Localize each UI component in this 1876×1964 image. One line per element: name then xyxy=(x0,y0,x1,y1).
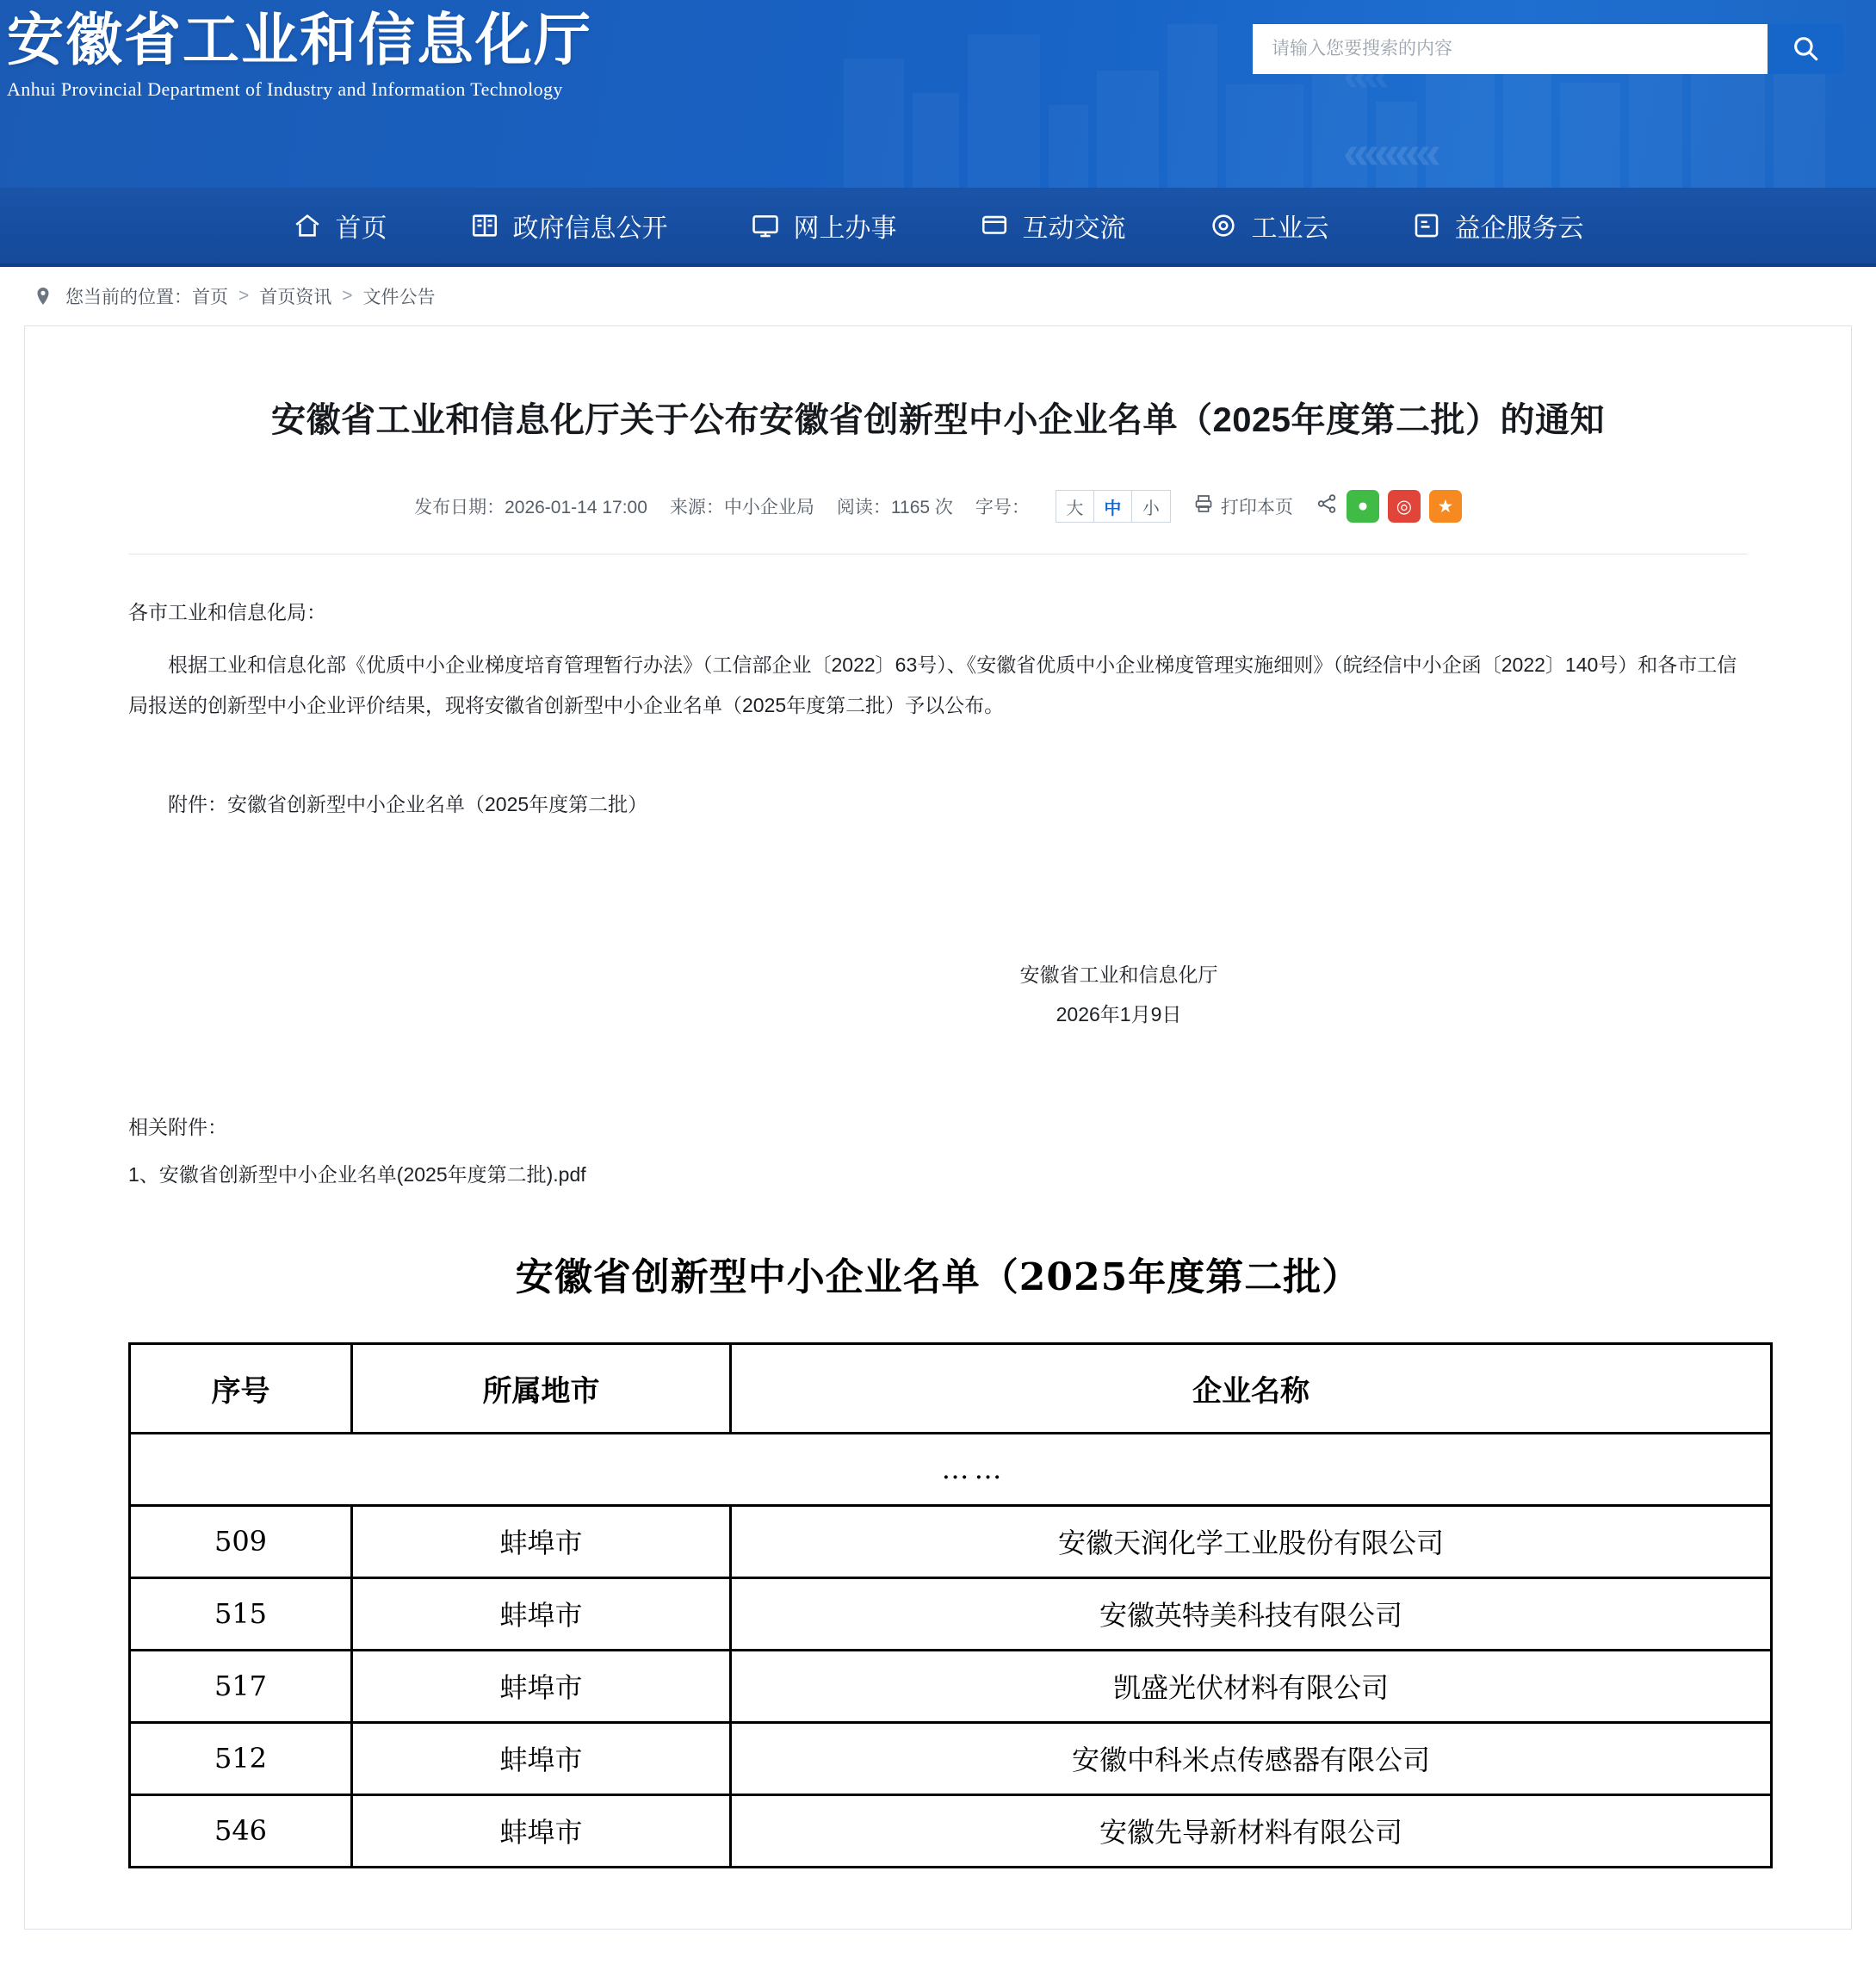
wechat-icon[interactable]: ● xyxy=(1347,490,1379,523)
fontsize-large[interactable]: 大 xyxy=(1056,491,1094,522)
meta-divider xyxy=(128,554,1748,555)
table-row xyxy=(130,1722,1772,1794)
cloud-gear-icon xyxy=(1209,211,1238,240)
nav-label: 网上办事 xyxy=(793,214,897,243)
cell-city: 蚌埠市 xyxy=(352,1794,731,1867)
column-header-name: 企业名称 xyxy=(731,1343,1772,1433)
cell-city: 蚌埠市 xyxy=(352,1577,731,1650)
attachments-label: 相关附件： xyxy=(128,1115,227,1138)
breadcrumb-separator: > xyxy=(238,286,250,306)
article-signature xyxy=(128,955,1748,1034)
table-row xyxy=(130,1577,1772,1650)
chat-icon xyxy=(980,211,1009,240)
fontsize-label: 字号： xyxy=(975,498,1030,517)
share-group xyxy=(1316,490,1462,523)
cell-no: 517 xyxy=(130,1650,352,1722)
cell-no: 509 xyxy=(130,1505,352,1577)
table-row xyxy=(130,1433,1772,1505)
article-attachment-note: 附件：安徽省创新型中小企业名单（2025年度第二批） xyxy=(168,793,648,816)
nav-label: 互动交流 xyxy=(1022,214,1126,243)
breadcrumb xyxy=(0,267,1876,325)
cell-name: 安徽中科米点传感器有限公司 xyxy=(731,1722,1772,1794)
view-count: 阅读：1165 次 xyxy=(836,498,953,517)
column-header-no: 序号 xyxy=(130,1343,352,1433)
table-row xyxy=(130,1794,1772,1867)
article-card xyxy=(24,325,1852,1930)
article-paragraph: 根据工业和信息化部《优质中小企业梯度培育管理暂行办法》（工信部企业〔2022〕63号）、《安徽省优质中小企业梯度管理实施细则》（皖经信中小企函〔2022〕140号）和各市工信局报送的创新型中小企业评价结果，现将安徽省创新型中小企业名单（2025年度第二批）予以公布。 xyxy=(128,654,1737,717)
site-title-en: Anhui Provincial Department of Industry and Information Technology xyxy=(7,78,563,101)
nav-item-enterprise-service[interactable] xyxy=(1371,207,1625,245)
fontsize-switcher xyxy=(1056,490,1171,523)
nav-item-interaction[interactable] xyxy=(938,207,1167,245)
column-header-city: 所属地市 xyxy=(352,1343,731,1433)
enterprise-list-table xyxy=(128,1342,1773,1868)
table-row xyxy=(130,1650,1772,1722)
article-body xyxy=(128,592,1748,826)
search-bar xyxy=(1253,24,1843,74)
nav-label: 益企服务云 xyxy=(1454,214,1584,243)
cell-name: 凯盛光伏材料有限公司 xyxy=(731,1650,1772,1722)
print-label: 打印本页 xyxy=(1220,498,1293,517)
cell-no: 546 xyxy=(130,1794,352,1867)
search-button[interactable] xyxy=(1768,24,1843,74)
book-icon xyxy=(470,211,499,240)
nav-label: 工业云 xyxy=(1251,214,1329,243)
attachment-link[interactable]: 1、安徽省创新型中小企业名单(2025年度第二批).pdf xyxy=(128,1162,586,1186)
publish-date: 发布日期：2026-01-14 17:00 xyxy=(414,498,647,517)
nav-item-online-service[interactable] xyxy=(709,207,938,245)
site-title-cn: 安徽省工业和信息化厅 xyxy=(7,8,592,71)
cell-city: 蚌埠市 xyxy=(352,1650,731,1722)
breadcrumb-item-news[interactable]: 首页资讯 xyxy=(259,288,332,307)
nav-item-home[interactable] xyxy=(251,207,429,245)
pdf-preview-title: 安徽省创新型中小企业名单（2025年度第二批） xyxy=(515,1255,1361,1299)
search-input[interactable] xyxy=(1253,24,1768,74)
site-header xyxy=(0,0,1876,188)
printer-icon xyxy=(1193,493,1214,519)
fontsize-medium[interactable]: 中 xyxy=(1094,491,1132,522)
home-icon xyxy=(293,211,322,240)
share-icon[interactable] xyxy=(1316,493,1338,520)
table-row xyxy=(130,1505,1772,1577)
location-pin-icon xyxy=(33,286,53,307)
cell-name: 安徽先导新材料有限公司 xyxy=(731,1794,1772,1867)
main-navigation xyxy=(0,188,1876,267)
cell-name: 安徽天润化学工业股份有限公司 xyxy=(731,1505,1772,1577)
table-header-row xyxy=(130,1343,1772,1433)
fontsize-small[interactable]: 小 xyxy=(1142,499,1160,518)
breadcrumb-item-current[interactable]: 文件公告 xyxy=(362,288,436,307)
breadcrumb-item-home[interactable]: 首页 xyxy=(192,288,228,307)
print-button[interactable] xyxy=(1193,493,1293,519)
page-title: 安徽省工业和信息化厅关于公布安徽省创新型中小企业名单（2025年度第二批）的通知 xyxy=(271,401,1605,439)
site-brand xyxy=(7,10,592,101)
cell-city: 蚌埠市 xyxy=(352,1505,731,1577)
cell-city: 蚌埠市 xyxy=(352,1722,731,1794)
nav-label: 首页 xyxy=(335,214,387,243)
breadcrumb-prefix: 您当前的位置： xyxy=(65,288,192,307)
cell-name: 安徽英特美科技有限公司 xyxy=(731,1577,1772,1650)
weibo-icon[interactable]: ◎ xyxy=(1388,490,1421,523)
article-paragraph: 各市工业和信息化局： xyxy=(128,601,326,623)
nav-label: 政府信息公开 xyxy=(512,214,668,243)
search-icon xyxy=(1791,34,1820,65)
breadcrumb-separator: > xyxy=(342,286,353,306)
favorite-icon[interactable]: ★ xyxy=(1429,490,1462,523)
service-icon xyxy=(1412,211,1441,240)
cell-no: 515 xyxy=(130,1577,352,1650)
article-meta xyxy=(128,490,1748,523)
nav-item-industrial-cloud[interactable] xyxy=(1167,207,1371,245)
cell-no: 512 xyxy=(130,1722,352,1794)
table-ellipsis: …… xyxy=(130,1433,1772,1505)
signature-date: 2026年1月9日 xyxy=(1056,1002,1182,1025)
article-source: 来源：中小企业局 xyxy=(669,498,814,517)
monitor-icon xyxy=(751,211,780,240)
signature-org: 安徽省工业和信息化厅 xyxy=(1019,963,1218,986)
nav-item-government-info[interactable] xyxy=(429,207,709,245)
header-decoration: ‹‹‹‹‹‹‹‹‹ ‹‹‹‹ xyxy=(0,0,1876,188)
